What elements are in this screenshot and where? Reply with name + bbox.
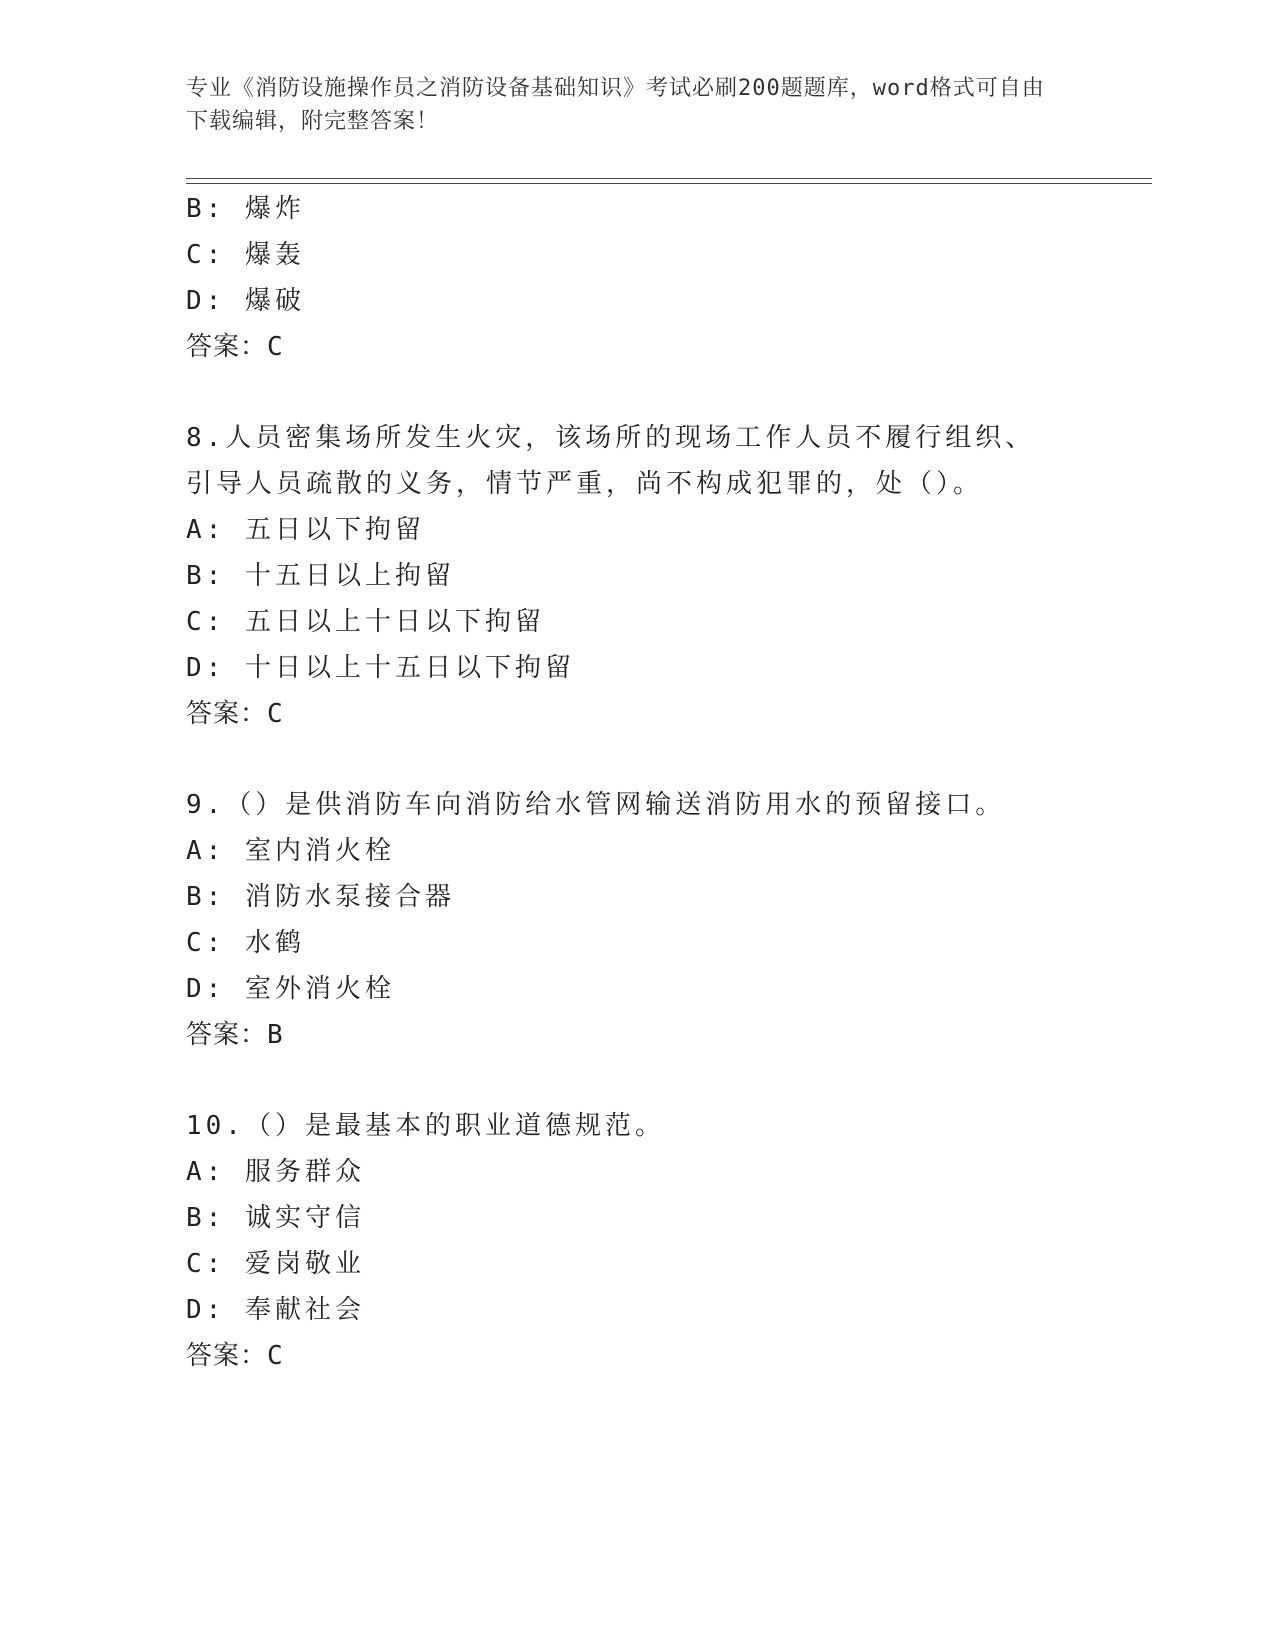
question-content <box>186 186 1086 1379</box>
question-stem: 9.（）是供消防车向消防给水管网输送消防用水的预留接口。 <box>186 790 1006 820</box>
question-10 <box>186 1103 1086 1379</box>
option-d: D: 十日以上十五日以下拘留 <box>186 653 575 683</box>
spacer <box>186 737 1086 782</box>
option-d: D: 爆破 <box>186 286 305 316</box>
option-d: D: 室外消火栓 <box>186 974 395 1004</box>
question-8 <box>186 415 1086 737</box>
header-divider <box>186 178 1152 184</box>
answer-line: 答案：C <box>186 1341 284 1371</box>
option-b: B: 诚实守信 <box>186 1203 365 1233</box>
option-c: C: 爆轰 <box>186 240 305 270</box>
spacer <box>186 370 1086 415</box>
question-stem: 8.人员密集场所发生火灾，该场所的现场工作人员不履行组织、引导人员疏散的义务，情节严重，尚不构成犯罪的，处（）。 <box>186 423 1036 499</box>
question-stem: 10.（）是最基本的职业道德规范。 <box>186 1111 665 1141</box>
option-b: B: 消防水泵接合器 <box>186 882 455 912</box>
carryover-question <box>186 186 1086 370</box>
option-b: B: 十五日以上拘留 <box>186 561 455 591</box>
page-header: 专业《消防设施操作员之消防设备基础知识》考试必刷200题题库，word格式可自由下载编辑，附完整答案！ <box>186 76 1045 134</box>
answer-line: 答案：B <box>186 1020 284 1050</box>
answer-line: 答案：C <box>186 699 284 729</box>
option-a: A: 五日以下拘留 <box>186 515 425 545</box>
option-c: C: 水鹤 <box>186 928 305 958</box>
option-c: C: 五日以上十日以下拘留 <box>186 607 545 637</box>
question-9 <box>186 782 1086 1058</box>
option-a: A: 室内消火栓 <box>186 836 395 866</box>
option-a: A: 服务群众 <box>186 1157 365 1187</box>
option-b: B: 爆炸 <box>186 194 305 224</box>
option-d: D: 奉献社会 <box>186 1295 365 1325</box>
option-c: C: 爱岗敬业 <box>186 1249 365 1279</box>
answer-line: 答案：C <box>186 332 284 362</box>
spacer <box>186 1058 1086 1103</box>
